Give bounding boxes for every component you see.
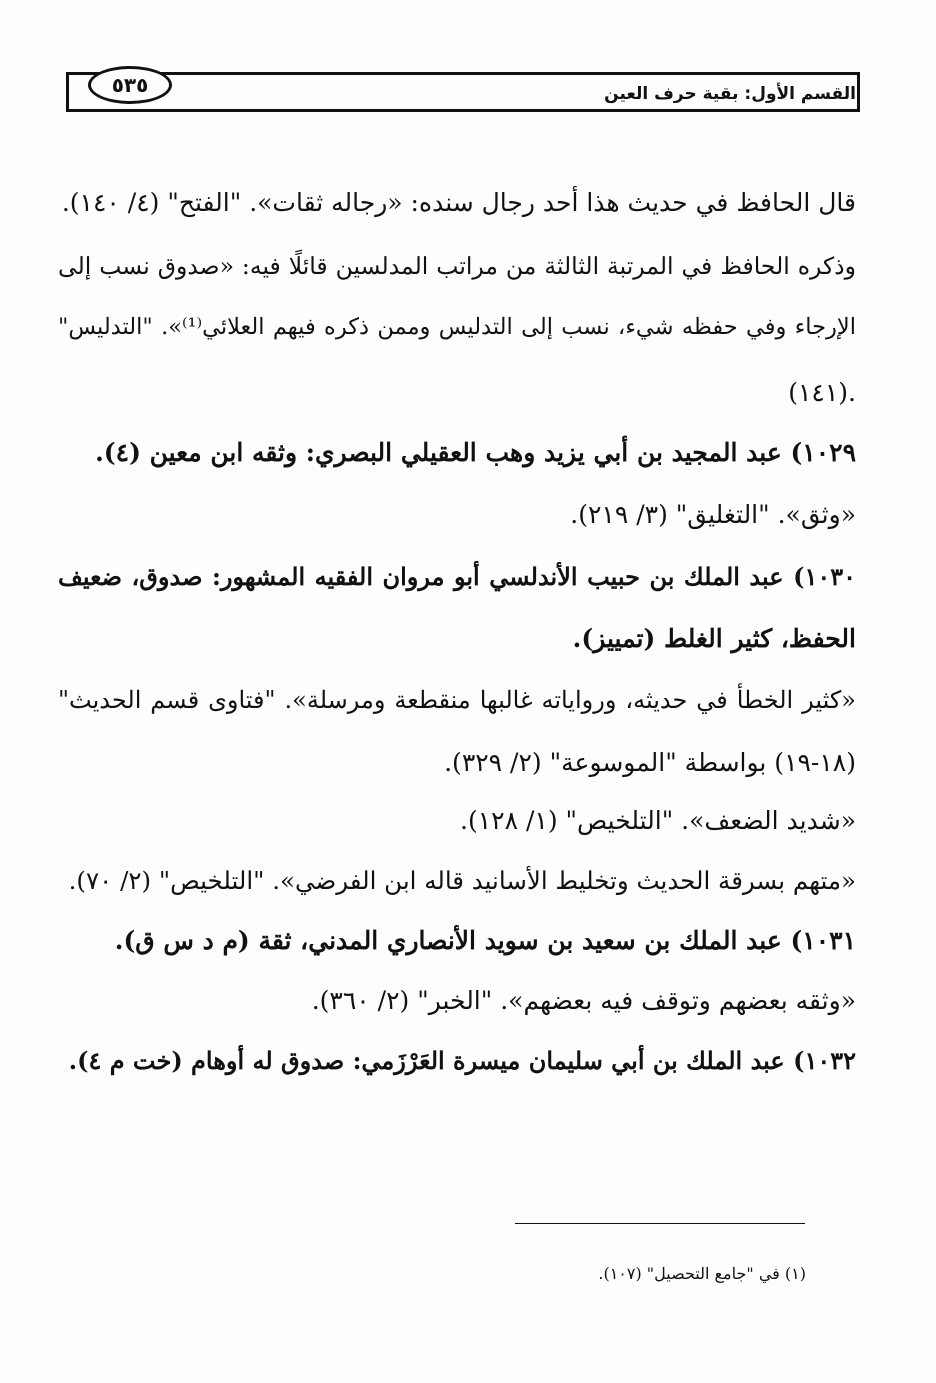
text-line: (١٨-١٩) بواسطة "الموسوعة" (٢/ ٣٢٩). xyxy=(444,748,856,777)
entry-1029: ١٠٢٩) عبد المجيد بن أبي يزيد وهب العقيلي البصري: وثقه ابن معين (٤). xyxy=(95,438,856,467)
footnote: (١) في "جامع التحصيل" (١٠٧). xyxy=(598,1264,806,1283)
text-line: (١٤١). xyxy=(788,378,856,407)
page-number: ٥٣٥ xyxy=(88,66,172,104)
entry-1031: ١٠٣١) عبد الملك بن سعيد بن سويد الأنصاري المدني، ثقة (م د س ق). xyxy=(114,926,856,955)
entry-1030: ١٠٣٠) عبد الملك بن حبيب الأندلسي أبو مروان الفقيه المشهور: صدوق، ضعيف xyxy=(58,562,856,591)
text-line: الإرجاء وفي حفظه شيء، نسب إلى التدليس وممن ذكره فيهم العلائي⁽¹⁾». "التدليس" xyxy=(58,314,857,340)
running-title: القسم الأول: بقية حرف العين xyxy=(604,84,856,104)
text-line: الحفظ، كثير الغلط (تمييز). xyxy=(572,624,856,653)
text-line: «متهم بسرقة الحديث وتخليط الأسانيد قاله ابن الفرضي». "التلخيص" (٢/ ٧٠). xyxy=(68,866,856,895)
text-line: «كثير الخطأ في حديثه، ورواياته غالبها منقطعة ومرسلة». "فتاوى قسم الحديث" xyxy=(58,686,856,714)
text-line: «وثقه بعضهم وتوقف فيه بعضهم». "الخبر" (٢/ ٣٦٠). xyxy=(311,986,856,1015)
footnote-separator xyxy=(515,1223,805,1224)
text-line: قال الحافظ في حديث هذا أحد رجال سنده: «رجاله ثقات». "الفتح" (٤/ ١٤٠). xyxy=(61,188,856,217)
text-line: «شديد الضعف». "التلخيص" (١/ ١٢٨). xyxy=(460,806,856,835)
text-line: «وثق». "التغليق" (٣/ ٢١٩). xyxy=(570,500,856,529)
text-line: وذكره الحافظ في المرتبة الثالثة من مراتب المدلسين قائلًا فيه: «صدوق نسب إلى xyxy=(58,252,856,280)
entry-1032: ١٠٣٢) عبد الملك بن أبي سليمان ميسرة العَرْزَمي: صدوق له أوهام (خت م ٤). xyxy=(68,1046,856,1075)
